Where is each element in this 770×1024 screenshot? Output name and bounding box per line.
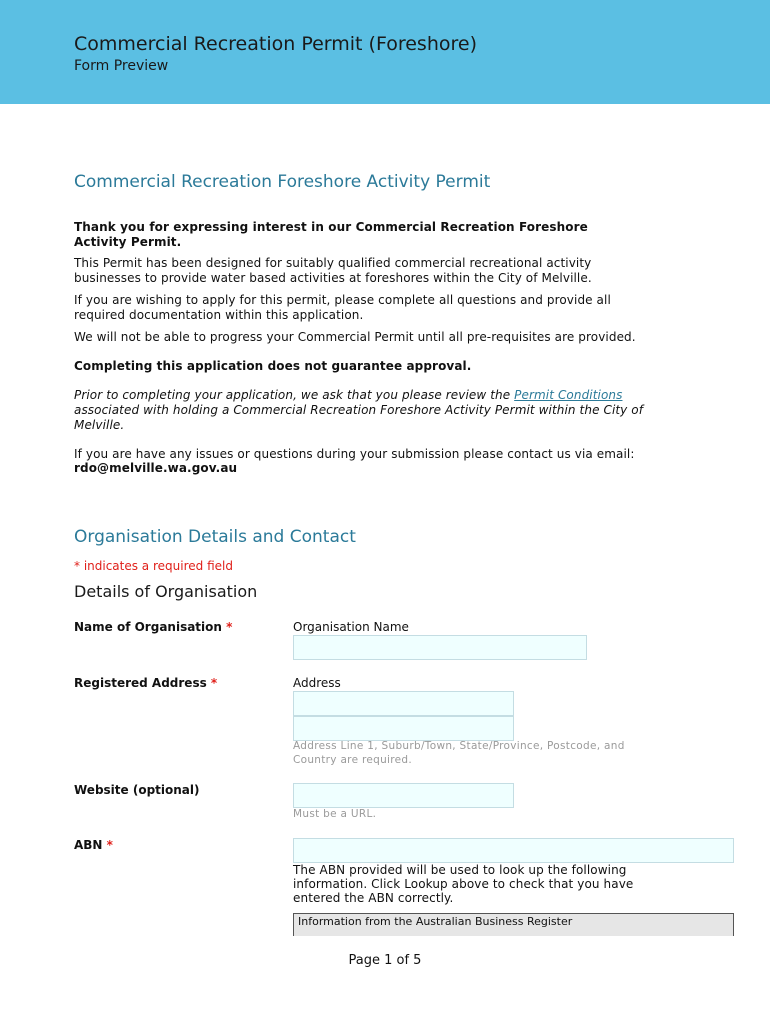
website-label: Website (optional): [74, 783, 200, 797]
address-hint-line-2: Country are required.: [293, 754, 413, 766]
abn-label: [74, 838, 113, 852]
org-heading: Organisation Details and Contact: [74, 527, 356, 547]
prior-line-1: [74, 388, 622, 403]
permit-conditions-link[interactable]: Permit Conditions: [514, 388, 623, 402]
required-note: * indicates a required field: [74, 559, 233, 573]
intro-paragraph-1-line-1: This Permit has been designed for suitably qualified commercial recreational activity: [74, 256, 592, 270]
intro-paragraph-2-line-2: required documentation within this application.: [74, 308, 364, 322]
no-guarantee-notice: Completing this application does not guarantee approval.: [74, 359, 472, 373]
abn-description-line-2: information. Click Lookup above to check that you have: [293, 877, 634, 891]
thanks-line-2: Activity Permit.: [74, 235, 182, 249]
contact-email[interactable]: rdo@melville.wa.gov.au: [74, 461, 238, 475]
required-star: *: [106, 838, 113, 852]
required-star: *: [210, 676, 218, 690]
form-title: Commercial Recreation Permit (Foreshore): [74, 33, 477, 55]
abn-label-text: ABN: [74, 838, 103, 852]
intro-paragraph-2-line-1: If you are wishing to apply for this permit, please complete all questions and provide all: [74, 293, 611, 307]
prior-line-2: associated with holding a Commercial Recreation Foreshore Activity Permit within the City of: [74, 403, 644, 417]
org-name-label: [74, 620, 232, 634]
website-hint: Must be a URL.: [293, 808, 377, 820]
org-name-field-label: Organisation Name: [293, 620, 409, 634]
org-name-input[interactable]: [293, 635, 587, 660]
intro-paragraph-1-line-2: businesses to provide water based activities at foreshores within the City of Melville.: [74, 271, 592, 285]
form-subtitle: Form Preview: [74, 58, 169, 74]
website-input[interactable]: [293, 783, 514, 808]
abr-info-label: Information from the Australian Business Register: [298, 915, 573, 928]
address-hint-line-1: Address Line 1, Suburb/Town, State/Province, Postcode, and: [293, 740, 625, 752]
prior-text: Prior to completing your application, we ask that you please review the: [74, 388, 515, 402]
abn-description-line-3: entered the ABN correctly.: [293, 891, 454, 905]
intro-paragraph-3: We will not be able to progress your Commercial Permit until all pre-requisites are provided.: [74, 330, 636, 344]
address-label: [74, 676, 217, 690]
abr-info-box: [293, 913, 734, 936]
details-subheading: Details of Organisation: [74, 582, 258, 601]
address-line-2-input[interactable]: [293, 716, 514, 741]
address-label-text: Registered Address: [74, 676, 207, 690]
org-name-label-text: Name of Organisation: [74, 620, 222, 634]
contact-line: If you are have any issues or questions during your submission please contact us via email:: [74, 447, 635, 461]
address-line-1-input[interactable]: [293, 691, 514, 716]
intro-heading: Commercial Recreation Foreshore Activity Permit: [74, 172, 491, 192]
address-field-label: Address: [293, 676, 341, 690]
abn-input[interactable]: [293, 838, 734, 863]
abn-description-line-1: The ABN provided will be used to look up the following: [293, 863, 627, 877]
thanks-line-1: Thank you for expressing interest in our Commercial Recreation Foreshore: [74, 220, 588, 234]
required-star: *: [226, 620, 233, 634]
form-header: [0, 0, 770, 104]
page-number: Page 1 of 5: [348, 953, 422, 968]
prior-line-3: Melville.: [74, 418, 125, 432]
